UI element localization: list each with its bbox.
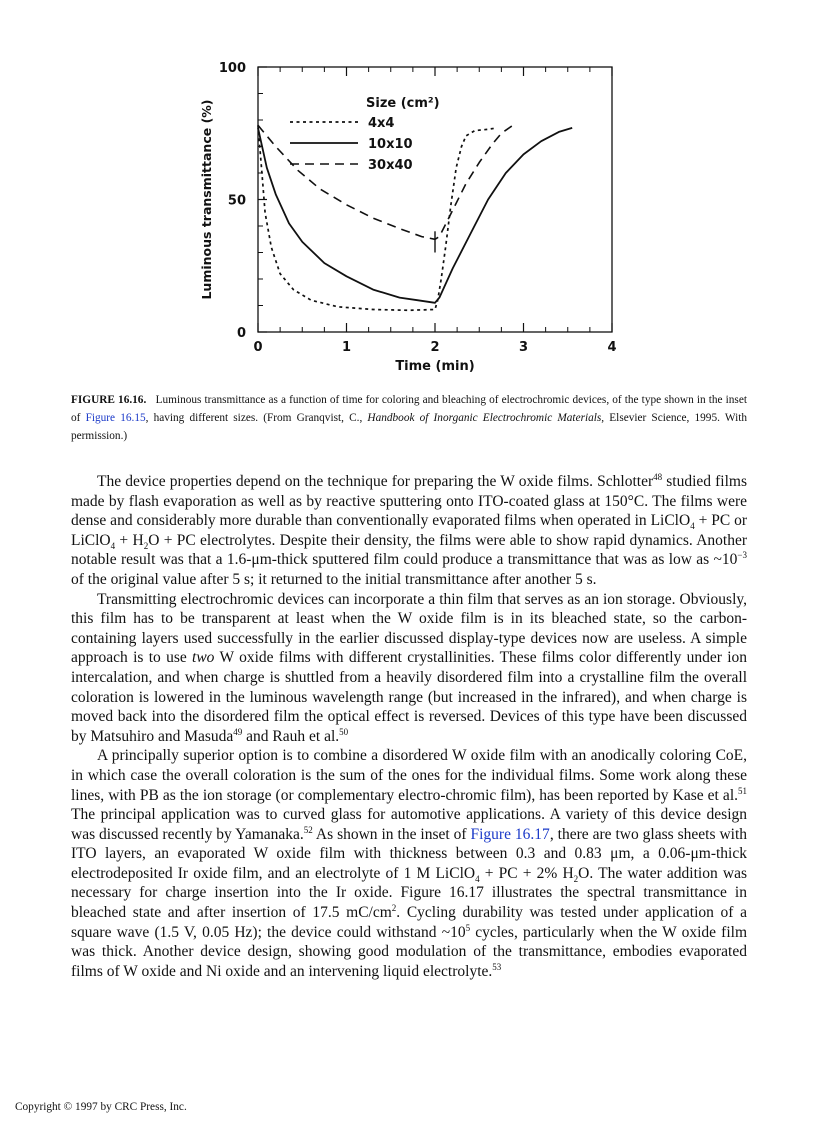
text-span: studied films made by flash evaporation as well as by reactive sputtering onto ITO-coated glass at 150°C. The films were dense and considerably more durable than conventionally evaporated films when operated in LiClO	[71, 473, 747, 530]
x-tick-label: 3	[518, 340, 529, 355]
text-span: cycles, particularly when the W oxide film was thick. Another device design, showing good modulation of the transmittance, embodies evaporated films of W oxide and Ni oxide and an intervening liquid electrolyte.	[71, 923, 747, 980]
y-axis-title: Luminous transmittance (%)	[199, 99, 214, 300]
legend-title: Size (cm²)	[366, 96, 440, 111]
series-line-4x4	[258, 125, 497, 310]
text-span: + H	[115, 531, 144, 549]
text-span: As shown in the inset of	[312, 825, 471, 843]
text-span: + PC + 2% H	[479, 864, 574, 882]
subscript: 4	[690, 521, 695, 532]
legend-label-4x4: 4x4	[368, 116, 395, 131]
subscript: 4	[475, 873, 480, 884]
caption-book-title: Handbook of Inorganic Electrochromic Materials,	[367, 412, 605, 424]
text-span: The principal application was to curved glass for automotive applications. A variety of this device design was discussed recently by Yamanaka.	[71, 806, 747, 843]
text-span: O + PC electrolytes. Despite their density, the films were able to show rapid dynamics. Another notable result was that a 1.6-μm-thick sputtered film could produce a transmittance that was as low as ~10	[71, 531, 747, 569]
caption-text-b: , having different sizes. (From Granqvist, C.,	[145, 412, 363, 424]
figure-caption	[71, 391, 747, 445]
reference-51: 51	[738, 785, 747, 796]
caption-label: FIGURE 16.16.	[71, 394, 147, 406]
y-tick-label: 0	[236, 326, 246, 341]
transmittance-chart	[190, 50, 640, 380]
legend-label-30x40: 30x40	[368, 158, 413, 173]
copyright-footer: Copyright © 1997 by CRC Press, Inc.	[15, 1101, 187, 1113]
x-tick-label: 1	[341, 340, 352, 355]
text-span: The device properties depend on the technique for preparing the W oxide films. Schlotter	[97, 473, 654, 490]
x-tick-label: 2	[430, 340, 440, 355]
subscript: 2	[573, 873, 579, 884]
reference-53: 53	[492, 961, 502, 972]
reference-48: 48	[653, 471, 663, 482]
text-span: A principally superior option is to combine a disordered W oxide film with an anodically coloring CoE, in which case the overall coloration is the sum of the ones for the individual films. Some work along these lines, with PB as the ion storage (or complementary electro-chromic film), has been reported by Kase et al.	[71, 747, 747, 804]
chart-svg	[190, 50, 640, 380]
reference-49: 49	[233, 726, 243, 737]
reference-50: 50	[339, 726, 349, 737]
text-span: and Rauh et al.	[242, 727, 340, 745]
subscript: 4	[110, 540, 116, 551]
x-tick-label: 0	[253, 340, 263, 355]
x-axis-title: Time (min)	[395, 359, 475, 374]
text-span: . Cycling durability was tested under application of a square wave (1.5 V, 0.05 Hz); the device could withstand ~10	[71, 904, 747, 941]
caption-text-c: Elsevier Science, 1995. With permission.)	[71, 412, 747, 442]
series-line-10x10	[258, 128, 572, 303]
legend-label-10x10: 10x10	[368, 137, 413, 152]
italic-two: two	[192, 649, 215, 667]
y-tick-label: 100	[218, 61, 246, 76]
subscript: 2	[143, 540, 149, 551]
figure-16-17-link[interactable]: Figure 16.17	[470, 825, 550, 843]
reference-52: 52	[303, 824, 313, 835]
superscript: 2	[391, 902, 397, 913]
figure-16-15-link[interactable]: Figure 16.15	[85, 412, 146, 424]
text-span: , there are two glass sheets with ITO layers, an evaporated W oxide film with thickness between 0.3 and 0.83 μm, a 0.06-μm-thick electrodeposited Ir oxide film, and an electrolyte of 1 M LiClO	[71, 825, 748, 882]
exponent: 5	[465, 922, 471, 933]
text-span: + PC or LiClO	[71, 512, 747, 549]
text-span: of the original value after 5 s; it returned to the initial transmittance after another 5 s.	[71, 570, 597, 588]
text-span: Transmitting electrochromic devices can incorporate a thin film that serves as an ion storage. Obviously, this film has to be transparent at least when the W oxide film is in its bleached state, so the carbon-containing layers used successfully in the earlier discussed display-type devices now are useless. A simple approach is to use	[71, 590, 747, 667]
paragraph-1	[71, 472, 747, 590]
text-span: O. The water addition was necessary for charge insertion into the Ir oxide. Figure 16.17 illustrates the spectral transmittance in bleached state and after insertion of 17.5 mC/cm	[71, 864, 747, 922]
y-tick-label: 50	[227, 193, 246, 209]
paragraph-2	[71, 590, 747, 747]
caption-text-a: Luminous transmittance as a function of time for coloring and bleaching of electrochromic devices, of the type shown in the inset of	[71, 394, 747, 424]
exponent: −3	[737, 550, 747, 561]
text-span: W oxide films with different crystallinities. These films color differently under ion intercalation, and when charge is shuttled from a heavily disordered film into a crystalline film the overall coloration is lowered in the luminous wavelength range (but increased in the infrared), and when charge is moved back into the disordered film the optical effect is reversed. Devices of this type have been discussed by Matsuhiro and Masuda	[71, 649, 747, 745]
x-tick-label: 4	[607, 340, 617, 355]
body-text	[71, 472, 747, 981]
paragraph-3	[71, 746, 747, 981]
